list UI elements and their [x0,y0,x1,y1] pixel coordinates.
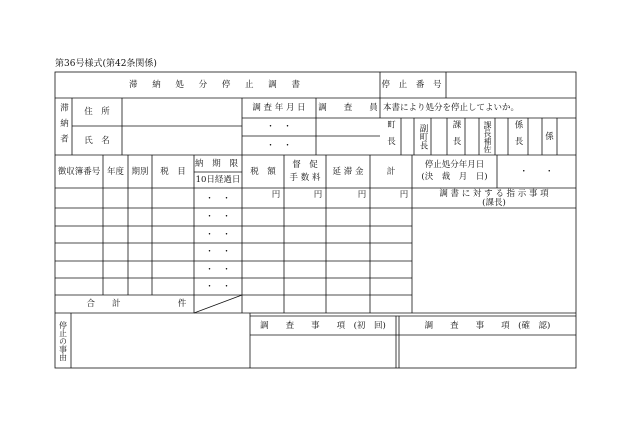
unit-yen-total: 円 [399,190,409,200]
total-unit: 件 [177,299,187,309]
approval-role-town-mayor: 町長 [385,120,396,153]
col-year: 年度 [106,166,124,177]
address-field[interactable] [124,100,240,124]
approval-question: 本書により処分を停止してよいか。 [383,103,520,113]
approval-role-staff: 係 [545,131,554,142]
unit-yen-delinquency: 円 [357,190,367,200]
col-deadline: 納 期 限 [195,159,241,169]
col-deadline-sub: 10日経過日 [195,175,241,185]
total-label: 合 計 [86,299,121,309]
col-fee-line2: 手 数 料 [289,172,321,183]
survey-date-label: 調 査 年 月 日 [252,103,306,113]
address-label: 住 所 [84,107,110,117]
col-decision-line1: 停止処分年月日 [424,160,485,170]
col-tax-item: 税 目 [160,166,186,177]
approval-role-sub-chief: 係長 [513,120,523,153]
col-period: 期別 [131,166,149,177]
decision-date-field[interactable]: ・ ・ [519,166,554,177]
form-title: 滞 納 処 分 停 止 調 書 [129,80,306,90]
survey-items-first: 調 査 事 項 (初 回) [260,320,386,331]
row-deadline-dots[interactable]: ・ ・ [205,264,231,275]
name-field[interactable] [124,128,240,153]
instructions-heading: 調 書 に 対 す る 指 示 事 項 [439,189,549,199]
name-label: 氏 名 [84,135,110,146]
col-delinquency: 延 滞 金 [332,166,364,177]
col-tax-amount: 税 額 [250,166,276,177]
row-deadline-dots[interactable]: ・ ・ [205,193,231,204]
approval-role-section-chief: 課長 [451,120,461,153]
instructions-sub: (課長) [482,198,506,208]
form-caption: 第36号様式(第42条関係) [55,59,157,69]
col-ledger-number: 徴収簿番号 [57,166,101,177]
col-decision-line2: (決 裁 月 日) [421,172,488,182]
row-deadline-dots[interactable]: ・ ・ [205,229,231,240]
stop-reason-label: 停止の事由 [58,321,68,361]
taxpayer-group-label: 滞納者 [58,103,69,150]
stop-reason-field[interactable] [73,315,248,367]
investigator-label: 調 査 員 [318,103,378,113]
stop-number-label: 停 止 番 号 [381,80,445,90]
approval-role-deputy-mayor: 副町長 [418,123,428,150]
row-deadline-dots[interactable]: ・ ・ [205,212,231,222]
survey-date-1[interactable]: ・ ・ [266,122,292,132]
survey-date-2[interactable]: ・ ・ [266,140,292,151]
survey-items-confirm: 調 査 事 項 (確 認) [424,320,551,331]
unit-yen-amount: 円 [271,190,281,200]
col-total: 計 [386,166,396,177]
row-deadline-dots[interactable]: ・ ・ [205,247,231,257]
approval-role-assistant-chief: 課長補佐 [483,120,492,153]
unit-yen-fee: 円 [313,190,323,200]
col-fee-line1: 督 促 [292,159,318,170]
row-deadline-dots[interactable]: ・ ・ [205,281,231,292]
stop-number-field[interactable] [446,76,576,94]
